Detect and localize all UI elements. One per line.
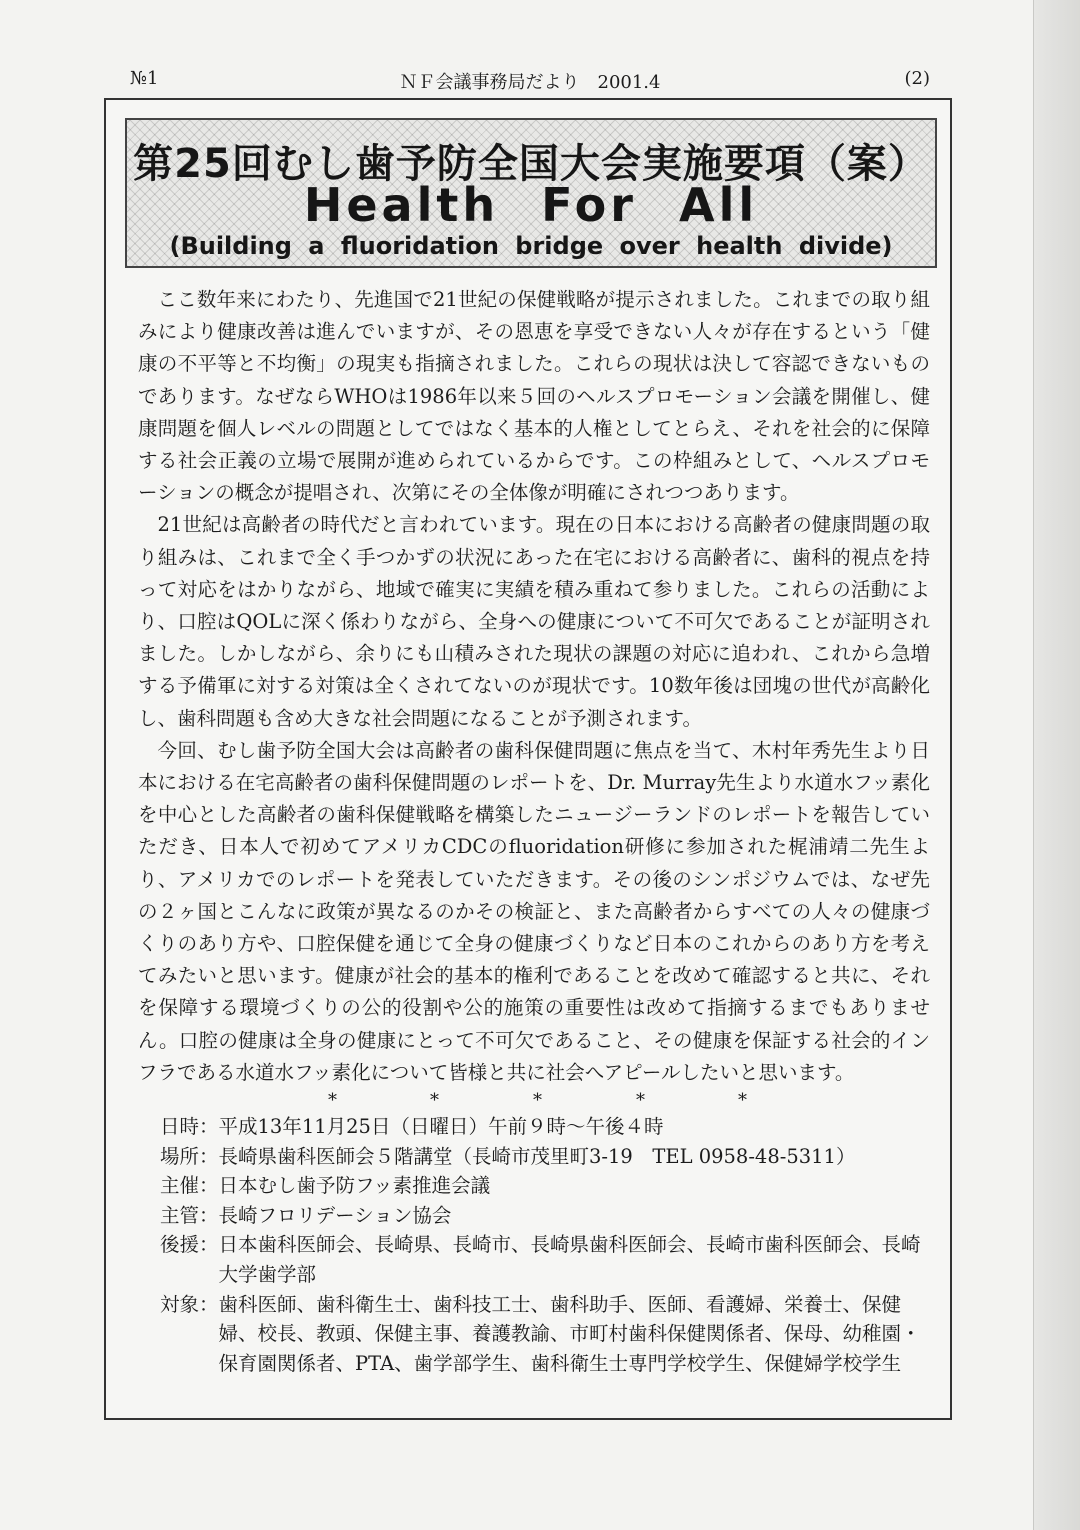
article-body	[138, 284, 930, 1089]
subtitle-english: (Building a fluoridation bridge over health divide)	[169, 232, 893, 260]
paragraph: ここ数年来にわたり、先進国で21世紀の保健戦略が提示されました。これまでの取り組みにより健康改善は進んでいますが、その恩恵を享受できない人々が存在するという「健康の不平等と不均衡」の現実も指摘されました。これらの現状は決して容認できないものであります。なぜならWHOは1986年以来５回のヘルスプロモーション会議を開催し、健康問題を個人レベルの問題としてではなく基本的人権としてとらえ、それを社会的に保障する社会正義の立場で展開が進められているからです。この枠組みとして、ヘルスプロモーションの概念が提唱され、次第にその全体像が明確にされつつあります。	[138, 288, 930, 505]
info-label: 主管：	[160, 1203, 219, 1227]
info-row-date	[160, 1112, 930, 1142]
page-edge	[1033, 0, 1080, 1530]
page-number: (2)	[904, 68, 930, 89]
info-value: 平成13年11月25日（日曜日）午前９時～午後４時	[218, 1115, 664, 1138]
info-label: 後援：	[160, 1233, 219, 1257]
title-english: Health For All	[303, 178, 759, 232]
issue-number: №1	[130, 68, 159, 89]
title-box	[125, 118, 937, 268]
info-row-audience	[160, 1290, 930, 1379]
page-header	[130, 68, 930, 98]
paragraph: 今回、むし歯予防全国大会は高齢者の歯科保健問題に焦点を当て、木村年秀先生より日本における在宅高齢者の歯科保健問題のレポートを、Dr. Murray先生より水道水フッ素化を中心とした高齢者の歯科保健戦略を構築したニュージーランドのレポートを報告していただき、日本人で初めてアメリカCDCのfluoridation研修に参加された梶浦靖二先生より、アメリカでのレポートを発表していただきます。その後のシンポジウムでは、なぜ先の２ヶ国とこんなに政策が異なるのかその検証と、また高齢者からすべての人々の健康づくりのあり方や、口腔保健を通じて全身の健康づくりなど日本のこれからのあり方を考えてみたいと思います。健康が社会的基本的権利であることを改めて確認すると共に、それを保障する環境づくりの公的役割や公的施策の重要性は改めて指摘するまでもありません。口腔の健康は全身の健康にとって不可欠であること、その健康を保証する社会的インフラである水道水フッ素化について皆様と共に社会へアピールしたいと思います。	[138, 738, 930, 1084]
info-value: 歯科医師、歯科衛生士、歯科技工士、歯科助手、医師、看護婦、栄養士、保健婦、校長、教頭、保健主事、養護教諭、市町村歯科保健関係者、保母、幼稚園・保育園関係者、PTA、歯学部学生、歯科衛生士専門学校学生、保健婦学校学生	[218, 1292, 921, 1375]
section-separator	[300, 1090, 780, 1110]
info-value: 日本歯科医師会、長崎県、長崎市、長崎県歯科医師会、長崎市歯科医師会、長崎大学歯学部	[218, 1233, 921, 1286]
asterisk: *	[636, 1090, 645, 1111]
info-row-host	[160, 1201, 930, 1231]
newsletter-title: ＮＦ会議事務局だより 2001.4	[399, 72, 661, 93]
asterisk: *	[738, 1090, 747, 1111]
asterisk: *	[430, 1090, 439, 1111]
title-japanese: 第25回むし歯予防全国大会実施要項（案）	[133, 141, 929, 187]
info-row-organizer	[160, 1171, 930, 1201]
info-label: 対象：	[160, 1292, 219, 1316]
info-value: 長崎フロリデーション協会	[218, 1203, 452, 1227]
asterisk: *	[533, 1090, 542, 1111]
info-label: 場所：	[160, 1144, 219, 1168]
info-row-sponsors	[160, 1230, 930, 1289]
event-info	[160, 1112, 930, 1378]
paragraph: 21世紀は高齢者の時代だと言われています。現在の日本における高齢者の健康問題の取り組みは、これまで全く手つかずの状況にあった在宅における高齢者に、歯科的視点を持って対応をはかりながら、地域で確実に実績を積み重ねて参りました。これらの活動により、口腔はQOLに深く係わりながら、全身への健康について不可欠であることが証明されました。しかしながら、余りにも山積みされた現状の課題の対応に追われ、これから急増する予備軍に対する対策は全くされてないのが現状です。10数年後は団塊の世代が高齢化し、歯科問題も含め大きな社会問題になることが予測されます。	[138, 513, 930, 730]
info-value: 長崎県歯科医師会５階講堂（長崎市茂里町3-19 TEL 0958-48-5311）	[218, 1144, 856, 1168]
info-value: 日本むし歯予防フッ素推進会議	[218, 1174, 491, 1198]
asterisk: *	[328, 1090, 337, 1111]
info-label: 日時：	[160, 1115, 219, 1138]
info-row-venue	[160, 1142, 930, 1172]
info-label: 主催：	[160, 1174, 219, 1198]
